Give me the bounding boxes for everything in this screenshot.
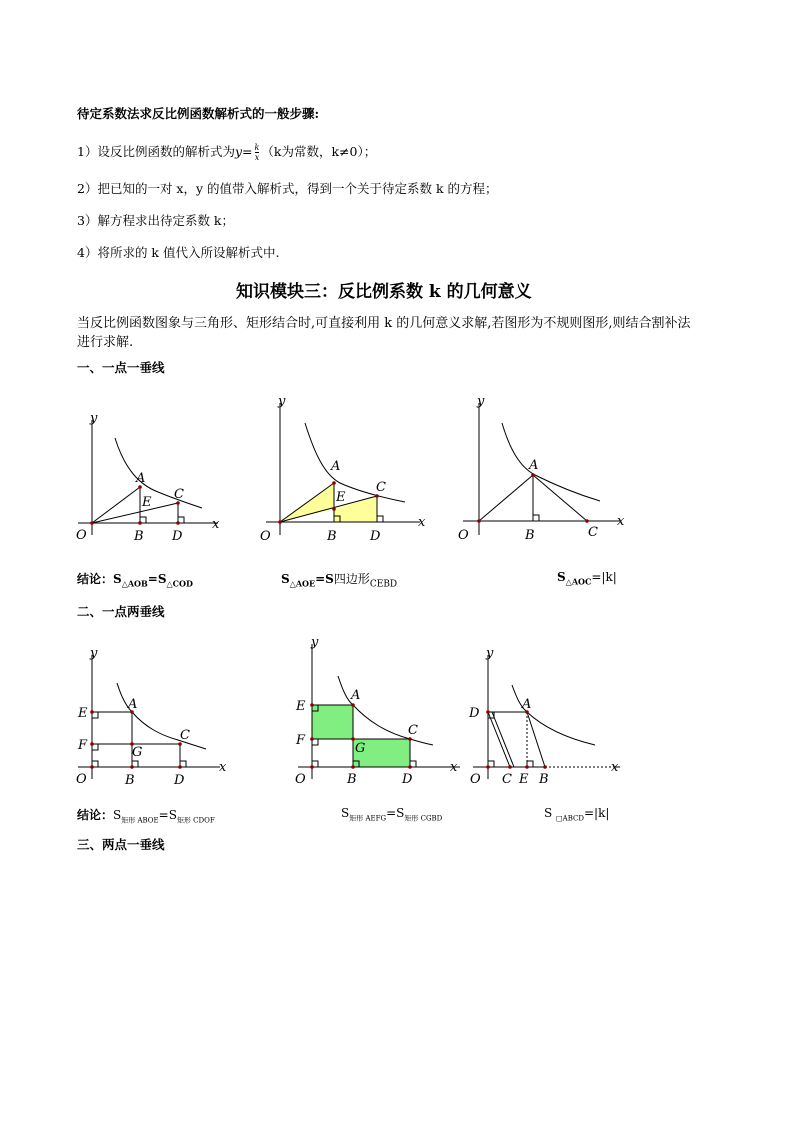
- label-y: y: [311, 635, 319, 650]
- segment-DC: [488, 712, 510, 767]
- diagram-1-3: [455, 395, 625, 545]
- section1-conclusion-1: [77, 570, 193, 588]
- area-symbol: S: [341, 806, 350, 820]
- label-C: C: [408, 723, 418, 738]
- step-1-suffix: （k为常数，k≠0）；: [261, 144, 377, 159]
- label-y: y: [486, 646, 494, 661]
- step-1: [77, 142, 376, 162]
- label-y: y: [90, 411, 98, 426]
- area-sub-ABCD: □ABCD: [556, 814, 584, 823]
- label-x: x: [617, 514, 625, 529]
- formula-fraction: [255, 143, 260, 162]
- point-D: [178, 765, 182, 769]
- diagram-2-3: [465, 647, 635, 797]
- conclusion-label: 结论：: [77, 572, 114, 586]
- segment-OA: [479, 475, 533, 521]
- label-O: O: [458, 528, 469, 543]
- step-1-prefix: 1）设反比例函数的解析式为: [77, 144, 235, 159]
- label-A: A: [351, 688, 361, 703]
- diagram-2-2: [290, 636, 470, 786]
- formula-denominator: x: [254, 153, 260, 162]
- label-B: B: [125, 773, 135, 788]
- segment-DC-inner: [492, 712, 514, 767]
- area-sub-ABOE: 矩形 ABOE: [121, 816, 159, 825]
- equals-S: =S: [315, 572, 334, 586]
- label-F: F: [296, 733, 306, 748]
- point-E: [310, 703, 314, 707]
- point-D: [408, 765, 412, 769]
- segment-AB: [527, 712, 545, 767]
- point-O: [486, 765, 490, 769]
- step-3: 3）解方程求出待定系数 k；: [77, 213, 235, 228]
- area-sub-AOE: △AOE: [289, 578, 316, 589]
- label-D: D: [469, 706, 480, 721]
- section3-title: 三、两点一垂线: [77, 837, 165, 852]
- step-4: 4）将所求的 k 值代入所设解析式中.: [77, 245, 280, 260]
- label-O: O: [76, 528, 87, 543]
- label-E: E: [336, 490, 346, 505]
- label-B: B: [347, 772, 357, 787]
- label-E: E: [142, 495, 152, 510]
- point-E: [332, 507, 336, 511]
- equals-S: =S: [147, 572, 167, 586]
- conclusion-label: 结论：: [77, 808, 114, 822]
- point-O: [310, 765, 314, 769]
- section2-conclusion-1: [77, 806, 215, 825]
- formula-y: y: [234, 144, 243, 159]
- label-x: x: [219, 760, 227, 775]
- segment-AC: [533, 475, 587, 521]
- label-F: F: [78, 738, 88, 753]
- label-D: D: [370, 529, 381, 544]
- point-F: [310, 737, 314, 741]
- point-B: [138, 521, 142, 525]
- point-E: [90, 710, 94, 714]
- label-C: C: [502, 772, 512, 787]
- point-O: [278, 520, 282, 524]
- label-G: G: [355, 741, 366, 756]
- diagram-2-1: [70, 647, 230, 787]
- label-x: x: [212, 517, 220, 532]
- area-sub-AOC: △AOC: [565, 576, 592, 587]
- formula-eq: =: [242, 144, 253, 159]
- section2-conclusion-2: [341, 806, 442, 823]
- diagram-1-1: [70, 410, 220, 550]
- hyperbola-curve: [115, 438, 202, 508]
- label-E: E: [519, 772, 529, 787]
- label-O: O: [470, 772, 481, 787]
- point-A: [531, 473, 535, 477]
- label-B: B: [327, 529, 337, 544]
- label-D: D: [172, 529, 183, 544]
- label-y: y: [477, 394, 485, 409]
- abs-k: =|k|: [583, 806, 610, 820]
- area-sub-AOB: △AOB: [121, 578, 148, 589]
- hyperbola-curve: [117, 683, 206, 749]
- diagram-1-2: [260, 395, 430, 545]
- formula-numerator: k: [254, 143, 260, 152]
- step-2: 2）把已知的一对 x，y 的值带入解析式，得到一个关于待定系数 k 的方程；: [77, 181, 498, 196]
- label-D: D: [174, 773, 185, 788]
- steps-title: 待定系数法求反比例函数解析式的一般步骤:: [77, 106, 320, 121]
- area-symbol: S: [113, 808, 122, 822]
- label-x: x: [418, 515, 426, 530]
- section1-conclusion-2: [281, 570, 397, 589]
- label-x: x: [450, 760, 458, 775]
- label-C: C: [180, 728, 190, 743]
- module-para-line2: 进行求解.: [77, 335, 134, 350]
- point-D: [486, 710, 490, 714]
- section2-conclusion-3: [544, 806, 609, 822]
- label-A: A: [522, 697, 532, 712]
- quadrilateral-word: 四边形: [333, 572, 370, 586]
- label-y: y: [90, 646, 98, 661]
- point-B: [130, 765, 134, 769]
- label-O: O: [76, 772, 87, 787]
- point-O: [477, 519, 481, 523]
- point-O: [90, 521, 94, 525]
- section1-conclusion-3: [557, 570, 617, 586]
- area-symbol: S: [113, 572, 122, 586]
- label-E: E: [78, 706, 88, 721]
- area-sub-COD: △COD: [166, 578, 193, 589]
- label-E: E: [296, 699, 306, 714]
- area-symbol: S: [557, 570, 566, 584]
- label-O: O: [295, 772, 306, 787]
- point-D: [176, 521, 180, 525]
- point-B: [351, 765, 355, 769]
- hyperbola-curve: [305, 423, 405, 502]
- right-angle-mark-B: [533, 515, 539, 521]
- area-sub-CDOF: 矩形 CDOF: [176, 816, 215, 825]
- label-B: B: [525, 528, 535, 543]
- point-E: [525, 765, 529, 769]
- point-B: [543, 765, 547, 769]
- right-angle-mark-D: [377, 516, 383, 522]
- label-C: C: [588, 525, 598, 540]
- label-A: A: [529, 458, 539, 473]
- point-A: [351, 703, 355, 707]
- point-C: [585, 519, 589, 523]
- label-A: A: [331, 459, 341, 474]
- label-B: B: [539, 772, 549, 787]
- section2-title: 二、一点两垂线: [77, 604, 165, 619]
- area-symbol: S: [544, 806, 557, 820]
- label-D: D: [402, 772, 413, 787]
- module-para-line1: 当反比例函数图象与三角形、矩形结合时,可直接利用 k 的几何意义求解,若图形为不规则图形,则结合割补法: [77, 316, 691, 331]
- module-heading: 知识模块三：反比例系数 k 的几何意义: [236, 282, 532, 302]
- point-O: [90, 765, 94, 769]
- label-O: O: [260, 529, 271, 544]
- point-C: [508, 765, 512, 769]
- equals-S: =S: [158, 808, 177, 822]
- label-A: A: [128, 697, 138, 712]
- equals-S: =S: [386, 806, 405, 820]
- point-F: [90, 742, 94, 746]
- point-A: [332, 481, 336, 485]
- label-x: x: [611, 760, 619, 775]
- abs-k: =|k|: [591, 570, 617, 584]
- area-sub-CEBD: CEBD: [369, 579, 398, 590]
- hyperbola-curve: [512, 685, 595, 745]
- area-sub-CGBD: 矩形 CGBD: [404, 814, 443, 823]
- label-C: C: [174, 487, 184, 502]
- label-C: C: [376, 480, 386, 495]
- label-G: G: [132, 745, 143, 760]
- area-sub-AEFG: 矩形 AEFG: [349, 814, 387, 823]
- area-symbol: S: [281, 572, 290, 586]
- label-A: A: [136, 471, 146, 486]
- section1-title: 一、一点一垂线: [77, 360, 165, 375]
- label-y: y: [278, 394, 286, 409]
- label-B: B: [134, 529, 144, 544]
